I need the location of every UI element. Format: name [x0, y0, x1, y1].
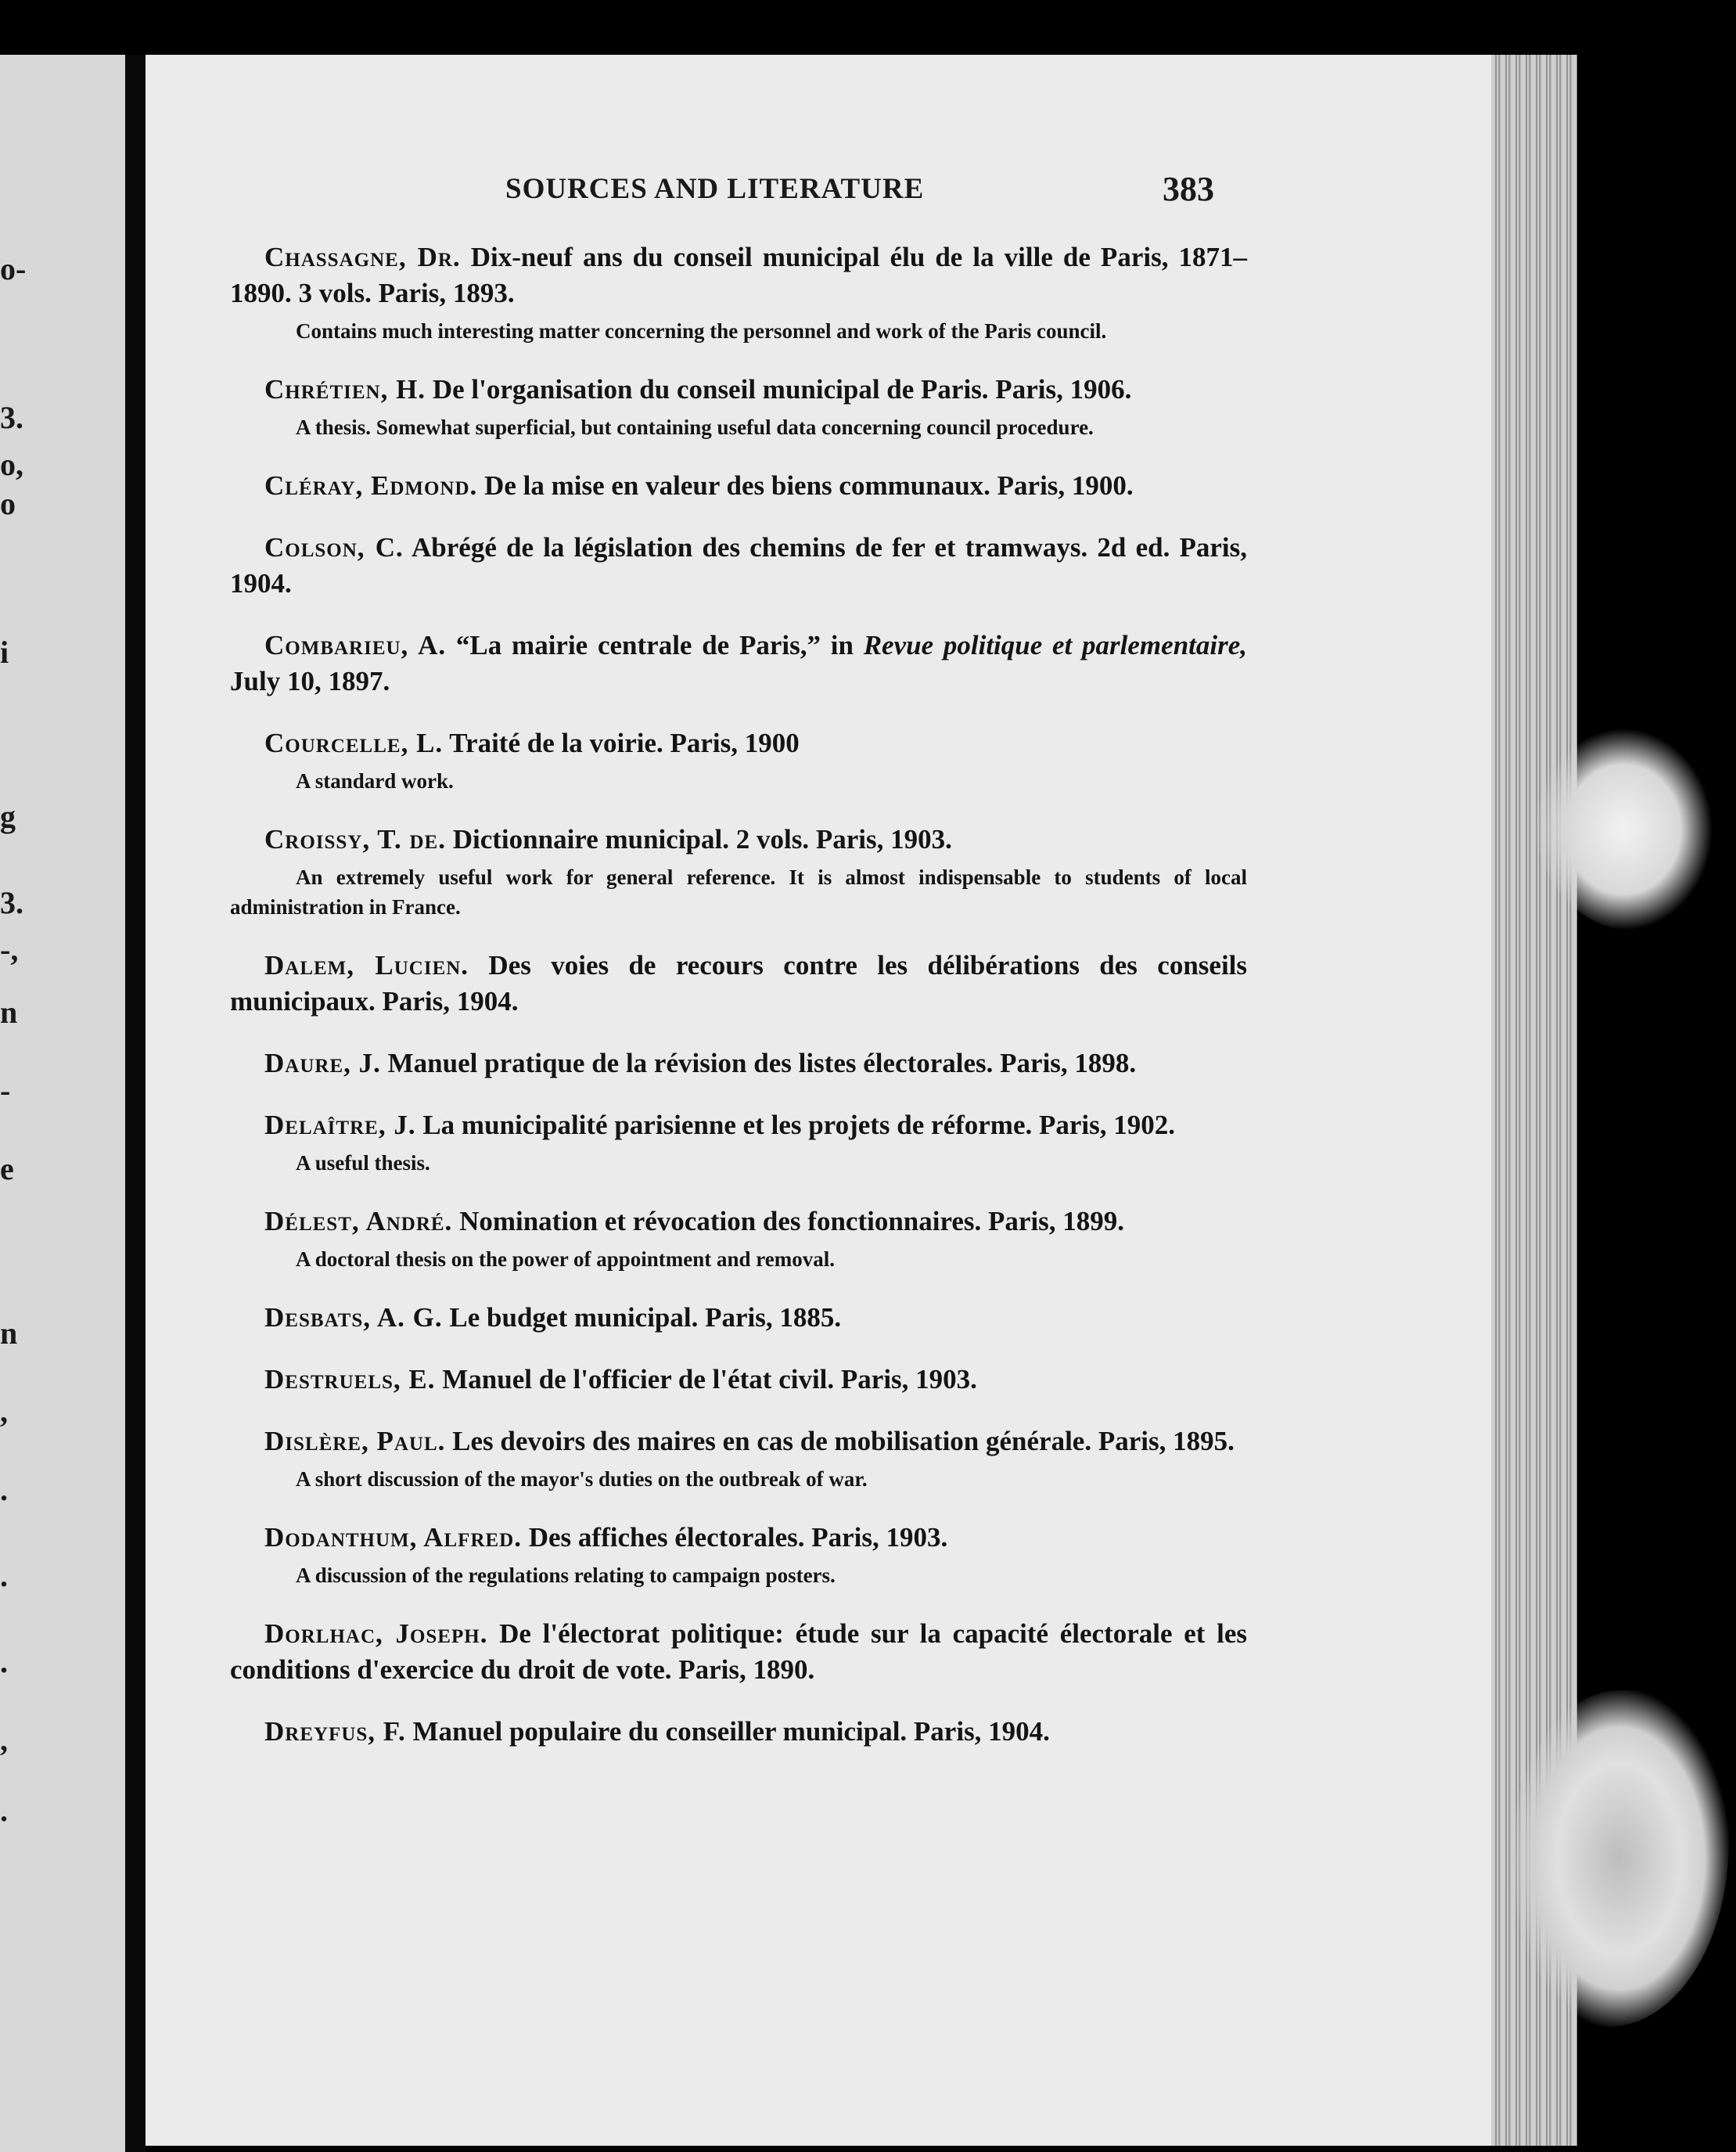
entry-author: Dislère, Paul.: [264, 1426, 446, 1456]
left-fragment: -,: [0, 932, 19, 967]
entry-author: Dalem, Lucien.: [264, 950, 469, 981]
entry-periodical: Revue politique et parlementaire,: [863, 630, 1248, 660]
entry-title: Des affiches électorales. Paris, 1903.: [521, 1522, 948, 1553]
entry-citation: [230, 1520, 1247, 1556]
bibliography-entry: [230, 822, 1247, 922]
entry-citation: [230, 628, 1247, 700]
bibliography-entry: [230, 1300, 1247, 1336]
entry-citation: [230, 530, 1247, 602]
bibliography-entry: [230, 530, 1247, 602]
bibliography-entry: [230, 725, 1247, 796]
left-fragment: -: [0, 1073, 11, 1108]
entry-author: Chrétien, H.: [264, 374, 426, 405]
entry-annotation: A short discussion of the mayor's duties on the outbreak of war.: [296, 1467, 868, 1491]
book-page: [146, 55, 1493, 2146]
left-fragment: g: [0, 799, 16, 834]
entry-title: Traité de la voirie. Paris, 1900: [443, 728, 800, 758]
bibliography-entry: [230, 1714, 1247, 1750]
entry-annotation: A useful thesis.: [296, 1151, 430, 1175]
entry-title: De la mise en valeur des biens communaux. Paris, 1900.: [477, 470, 1134, 501]
entry-annotation: A standard work.: [296, 769, 454, 793]
entry-title: Le budget municipal. Paris, 1885.: [442, 1302, 842, 1333]
entry-title: Abrégé de la législation des chemins de fer et tramways. 2d ed. Paris, 1904.: [230, 532, 1248, 599]
entry-title: Manuel pratique de la révision des listes électorales. Paris, 1898.: [380, 1048, 1137, 1078]
entry-title: Manuel de l'officier de l'état civil. Paris, 1903.: [435, 1364, 977, 1394]
entry-citation: [230, 1300, 1247, 1336]
entry-author: Courcelle, L.: [264, 728, 444, 758]
entry-title: Manuel populaire du conseiller municipal. Paris, 1904.: [405, 1716, 1050, 1747]
bibliography-entry: [230, 239, 1247, 346]
entry-author: Combarieu, A.: [264, 630, 447, 660]
entry-title: De l'électorat politique: étude sur la capacité électorale et les conditions d'exercice du droit de vote. Paris, 1890.: [230, 1618, 1247, 1685]
paper-stain: [1510, 1690, 1729, 2027]
entry-citation: [230, 1204, 1247, 1240]
bibliography-entry: [230, 628, 1247, 700]
entry-title: La municipalité parisienne et les projets de réforme. Paris, 1902.: [415, 1110, 1176, 1140]
bibliography-entry: [230, 1520, 1247, 1590]
page-number: 383: [1163, 170, 1214, 208]
entry-citation: [230, 725, 1247, 761]
entry-citation: [230, 948, 1247, 1020]
entry-author: Dodanthum, Alfred.: [264, 1522, 522, 1553]
bibliography-entry: [230, 1204, 1247, 1274]
bibliography-entry: [230, 468, 1247, 504]
bibliography-entry: [230, 1045, 1247, 1081]
entry-annotation: An extremely useful work for general reference. It is almost indispensable to students of local administration in France.: [230, 865, 1247, 919]
entry-title: Des voies de recours contre les délibérations des conseils municipaux. Paris, 1904.: [230, 950, 1248, 1017]
bibliography-entry: [230, 1362, 1247, 1398]
left-fragment: 3.: [0, 400, 23, 435]
entry-title: “La mairie centrale de Paris,” in: [446, 630, 864, 660]
entry-title: Dictionnaire municipal. 2 vols. Paris, 1903.: [445, 824, 952, 855]
entry-author: Chassagne, Dr.: [264, 242, 461, 272]
entry-date: July 10, 1897.: [230, 666, 390, 696]
entry-annotation: A doctoral thesis on the power of appointment and removal.: [296, 1247, 836, 1271]
entry-citation: [230, 1362, 1247, 1398]
entry-author: Delaître, J.: [264, 1110, 416, 1140]
entry-citation: [230, 1045, 1247, 1081]
left-fragment: o: [0, 486, 16, 521]
entry-author: Daure, J.: [264, 1048, 381, 1078]
entry-citation: [230, 822, 1247, 858]
entry-author: Dorlhac, Joseph.: [264, 1618, 488, 1649]
left-fragment: .: [0, 1472, 8, 1507]
entry-citation: [230, 1714, 1247, 1750]
left-fragment: n: [0, 1315, 18, 1351]
left-fragment: o-: [0, 251, 27, 286]
entry-citation: [230, 1616, 1247, 1688]
entry-annotation: Contains much interesting matter concerning the personnel and work of the Paris council.: [296, 319, 1107, 343]
bibliography-entry: [230, 1616, 1247, 1688]
entry-annotation: A thesis. Somewhat superficial, but containing useful data concerning council procedure.: [296, 416, 1094, 439]
left-fragment: o,: [0, 447, 23, 482]
left-fragment: n: [0, 995, 18, 1030]
left-fragment: ,: [0, 1394, 8, 1429]
entry-title: Dix-neuf ans du conseil municipal élu de la ville de Paris, 1871–1890. 3 vols. Paris, 1893.: [230, 242, 1247, 308]
page-title: SOURCES AND LITERATURE: [505, 173, 925, 205]
left-fragment: i: [0, 635, 9, 670]
entry-citation: [230, 1107, 1247, 1143]
entry-author: Croissy, T. de.: [264, 824, 446, 855]
entry-citation: [230, 1423, 1247, 1459]
entry-author: Desbats, A. G.: [264, 1302, 443, 1333]
left-fragment: .: [0, 1558, 8, 1593]
entry-annotation: A discussion of the regulations relating to campaign posters.: [296, 1564, 836, 1587]
left-fragment: e: [0, 1151, 14, 1186]
entry-author: Dreyfus, F.: [264, 1716, 406, 1747]
entry-author: Destruels, E.: [264, 1364, 436, 1394]
entry-citation: [230, 239, 1247, 311]
book-gutter: [125, 55, 146, 2152]
entry-citation: [230, 468, 1247, 504]
bibliography-entry: [230, 1107, 1247, 1178]
left-fragment: ,: [0, 1722, 8, 1758]
bibliography-entry: [230, 1423, 1247, 1494]
bibliography-entry: [230, 372, 1247, 442]
left-fragment: .: [0, 1793, 8, 1828]
entry-author: Délest, André.: [264, 1206, 453, 1236]
bibliography-list: [230, 239, 1247, 1776]
left-fragment: .: [0, 1644, 8, 1679]
previous-page-edge: [0, 55, 125, 2152]
entry-title: Nomination et révocation des fonctionnaires. Paris, 1899.: [452, 1206, 1125, 1236]
entry-citation: [230, 372, 1247, 408]
entry-author: Cléray, Edmond.: [264, 470, 478, 501]
left-fragment: 3.: [0, 885, 23, 920]
entry-title: Les devoirs des maires en cas de mobilisation générale. Paris, 1895.: [445, 1426, 1235, 1456]
entry-author: Colson, C.: [264, 532, 404, 563]
bibliography-entry: [230, 948, 1247, 1020]
entry-title: De l'organisation du conseil municipal de Paris. Paris, 1906.: [426, 374, 1132, 405]
